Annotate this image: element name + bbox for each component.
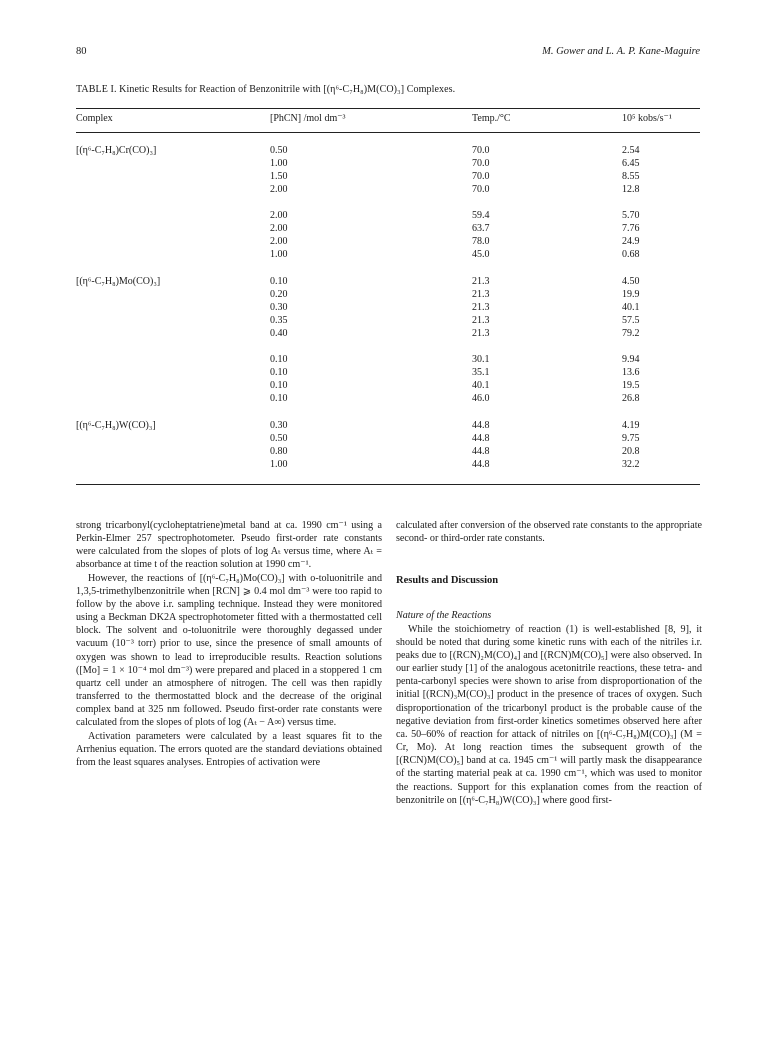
subsection-heading: Nature of the Reactions — [396, 610, 492, 622]
column-header-complex: Complex — [76, 113, 113, 124]
table-row — [76, 275, 700, 288]
cell-kobs: 8.55 — [622, 171, 640, 182]
cell-kobs: 32.2 — [622, 459, 640, 470]
table-row — [76, 445, 700, 458]
cell-temp: 21.3 — [472, 289, 490, 300]
cell-temp: 70.0 — [472, 184, 490, 195]
cell-kobs: 2.54 — [622, 145, 640, 156]
cell-kobs: 0.68 — [622, 249, 640, 260]
column-header-kobs: 10⁵ kobs/s⁻¹ — [622, 113, 672, 124]
table-row — [76, 458, 700, 471]
cell-phcn: 2.00 — [270, 184, 288, 195]
cell-temp: 46.0 — [472, 393, 490, 404]
table-row — [76, 432, 700, 445]
cell-temp: 70.0 — [472, 171, 490, 182]
table-row — [76, 248, 700, 261]
paragraph: strong tricarbonyl(cycloheptatriene)metal band at ca. 1990 cm⁻¹ using a Perkin-Elmer 257 spectrophotometer. Pseudo first-order rate constants were calculated from the slopes of plots of log Aₜ versus time, where Aₜ = absorbance at time t of the reaction solution at 1990 cm⁻¹. — [76, 520, 382, 571]
table-row — [76, 222, 700, 235]
cell-phcn: 0.50 — [270, 433, 288, 444]
table-row — [76, 170, 700, 183]
cell-phcn: 0.10 — [270, 393, 288, 404]
cell-complex: [(η⁶-C₇H₈)Mo(CO)₃] — [76, 276, 161, 287]
cell-kobs: 40.1 — [622, 302, 640, 313]
cell-phcn: 1.00 — [270, 158, 288, 169]
running-header — [76, 46, 700, 62]
cell-temp: 59.4 — [472, 210, 490, 221]
cell-phcn: 1.00 — [270, 249, 288, 260]
cell-phcn: 1.00 — [270, 459, 288, 470]
cell-complex: [(η⁶-C₇H₈)W(CO)₃] — [76, 420, 156, 431]
cell-phcn: 0.10 — [270, 276, 288, 287]
section-heading: Results and Discussion — [396, 575, 499, 587]
table-row — [76, 379, 700, 392]
cell-phcn: 0.80 — [270, 446, 288, 457]
table-row — [76, 209, 700, 222]
cell-temp: 21.3 — [472, 276, 490, 287]
paragraph: Activation parameters were calculated by a least squares fit to the Arrhenius equation. The errors quoted are the standard deviations obtained from the least squares analyses. Entropies of activation were — [76, 730, 382, 768]
cell-phcn: 0.10 — [270, 380, 288, 391]
cell-temp: 70.0 — [472, 158, 490, 169]
table-row — [76, 235, 700, 248]
table-header-rule — [76, 132, 700, 133]
table-row — [76, 314, 700, 327]
table-header-row — [76, 113, 700, 127]
cell-kobs: 19.5 — [622, 380, 640, 391]
cell-phcn: 0.35 — [270, 315, 288, 326]
cell-kobs: 9.75 — [622, 433, 640, 444]
cell-phcn: 0.20 — [270, 289, 288, 300]
column-header-phcn: [PhCN] /mol dm⁻³ — [270, 113, 346, 124]
cell-temp: 44.8 — [472, 446, 490, 457]
cell-phcn: 0.30 — [270, 302, 288, 313]
table-row — [76, 419, 700, 432]
cell-phcn: 0.40 — [270, 328, 288, 339]
cell-phcn: 0.30 — [270, 420, 288, 431]
table-row — [76, 366, 700, 379]
cell-kobs: 7.76 — [622, 223, 640, 234]
cell-phcn: 0.50 — [270, 145, 288, 156]
table-row — [76, 301, 700, 314]
table-row — [76, 353, 700, 366]
paragraph: While the stoichiometry of reaction (1) is well-established [8, 9], it should be noted that during some kinetic runs with each of the nitriles i.r. peaks due to [(RCN)₂M(CO)₄] and [(RCN)M(CO)₅] were also observed. In our earlier study [1] of the analogous acetonitrile reactions, these tetra- and penta-carbonyl species were shown to arise from disproportionation of the initial [(RCN)₃M(CO)₃] product in the presence of traces of oxygen. Such disproportionation of the tricarbonyl product is the probable cause of the negative deviation from first-order kinetics sometimes observed here after ca. 50–60% of reaction for attack of nitriles on [(η⁶-C₇H₈)M(CO)₃] (M = Cr, Mo). At long reaction times the subsequent growth of the [(RCN)M(CO)₅] band at ca. 1945 cm⁻¹ will partly mask the disappearance of the starting material peak at ca. 1990 cm⁻¹, which was used to monitor the reactions. Support for this explanation comes from the reaction of benzonitrile on [(η⁶-C₇H₈)W(CO)₃] where good first- — [396, 623, 702, 806]
running-authors: M. Gower and L. A. P. Kane-Maguire — [542, 46, 700, 57]
cell-kobs: 4.19 — [622, 420, 640, 431]
text-column-left — [76, 519, 382, 769]
cell-complex: [(η⁶-C₇H₈)Cr(CO)₃] — [76, 145, 157, 156]
table-row — [76, 157, 700, 170]
cell-phcn: 2.00 — [270, 236, 288, 247]
cell-kobs: 12.8 — [622, 184, 640, 195]
paragraph: calculated after conversion of the observed rate constants to the appropriate second- or third-order rate constants. — [396, 520, 702, 545]
cell-kobs: 79.2 — [622, 328, 640, 339]
cell-kobs: 57.5 — [622, 315, 640, 326]
cell-temp: 44.8 — [472, 420, 490, 431]
cell-temp: 35.1 — [472, 367, 490, 378]
paragraph: However, the reactions of [(η⁶-C₇H₈)Mo(CO)₃] with o-toluonitrile and 1,3,5-trimethylbenzonitrile when [RCN] ⩾ 0.4 mol dm⁻³ were too rapid to follow by the above i.r. sampling technique. Instead they were monitored using a Beckman DK2A spectrophotometer fitted with a thermostatted cell block. The solvent and o-toluonitrile were thoroughly degassed under vacuum (10⁻³ torr) prior to use, since the presence of small amounts of oxygen was shown to lead to irreproducible results. Reaction solutions ([Mo] = 1 × 10⁻⁴ mol dm⁻³) were prepared and placed in a stoppered 1 cm quartz cell under an atmosphere of nitrogen. The cell was then rapidly transferred to the thermostatted block and the decrease of the original complex band at 325 nm followed. Pseudo first-order rate constants were calculated from the slopes of plots of log (Aₜ − A∞) versus time. — [76, 572, 382, 729]
cell-temp: 30.1 — [472, 354, 490, 365]
cell-temp: 21.3 — [472, 315, 490, 326]
cell-temp: 45.0 — [472, 249, 490, 260]
table-row — [76, 144, 700, 157]
cell-temp: 78.0 — [472, 236, 490, 247]
cell-kobs: 26.8 — [622, 393, 640, 404]
cell-kobs: 13.6 — [622, 367, 640, 378]
cell-phcn: 2.00 — [270, 223, 288, 234]
cell-phcn: 1.50 — [270, 171, 288, 182]
cell-kobs: 19.9 — [622, 289, 640, 300]
cell-temp: 70.0 — [472, 145, 490, 156]
cell-temp: 21.3 — [472, 328, 490, 339]
cell-kobs: 6.45 — [622, 158, 640, 169]
cell-kobs: 20.8 — [622, 446, 640, 457]
column-header-temp: Temp./°C — [472, 113, 511, 124]
cell-kobs: 5.70 — [622, 210, 640, 221]
table-row — [76, 288, 700, 301]
cell-phcn: 0.10 — [270, 367, 288, 378]
cell-kobs: 4.50 — [622, 276, 640, 287]
cell-temp: 63.7 — [472, 223, 490, 234]
table-caption: TABLE I. Kinetic Results for Reaction of Benzonitrile with [(η⁶-C₇H₈)M(CO)₃] Complexes. — [76, 84, 456, 95]
table-row — [76, 183, 700, 196]
cell-temp: 40.1 — [472, 380, 490, 391]
table-top-rule — [76, 108, 700, 109]
cell-phcn: 2.00 — [270, 210, 288, 221]
table-bottom-rule — [76, 484, 700, 485]
cell-temp: 44.8 — [472, 459, 490, 470]
cell-phcn: 0.10 — [270, 354, 288, 365]
table-row — [76, 392, 700, 405]
table-row — [76, 327, 700, 340]
cell-kobs: 9.94 — [622, 354, 640, 365]
page-number: 80 — [76, 46, 87, 57]
cell-temp: 44.8 — [472, 433, 490, 444]
cell-kobs: 24.9 — [622, 236, 640, 247]
text-column-right — [396, 519, 702, 807]
cell-temp: 21.3 — [472, 302, 490, 313]
